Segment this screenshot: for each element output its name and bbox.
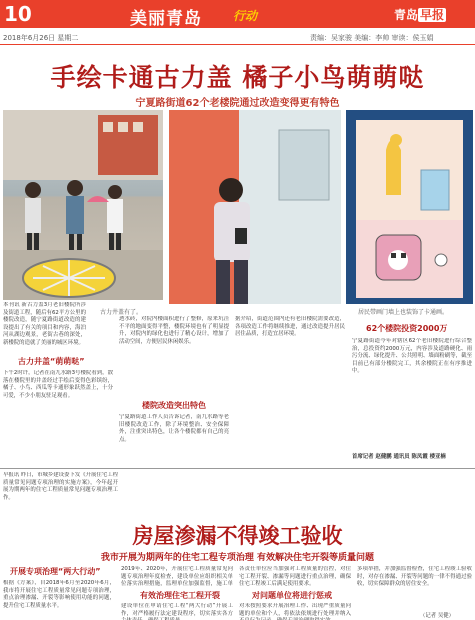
top-col3-text: 据介绍，街道范围内还有老旧楼院需要改造，各项改造工作将继续推进，通过改造提升居民居住品质，打造宜居环境。: [235, 316, 345, 338]
paper-name-highlight: 早报: [420, 8, 445, 22]
dateline: 2018年6月26日 星期二: [3, 34, 79, 42]
bottom-section-c-heading: 开展专项治理“两大行动”: [10, 567, 101, 576]
section-title: 美丽青岛: [130, 9, 202, 29]
top-subheadline: 宁夏路街道62个老楼院通过改造变得更有特色: [135, 98, 340, 109]
photo-manhole-cover: [3, 110, 163, 300]
bottom-headline: 房屋渗漏不得竣工验收: [132, 524, 343, 548]
top-col2-text: 透水砖，对院内楼面积进行了整修，原来坑洼不平的地面变得平整，楼院环境也有了明显提升，对院内的绿化也进行了精心设计，增加了活动空间，方便居民休闲娱乐。: [119, 316, 229, 345]
top-section-a-heading: 古力井盖“萌萌哒”: [18, 357, 85, 366]
bottom-section-d-heading: 有效治理住宅工程开裂: [140, 591, 220, 600]
sidebar-text: 宁夏路街道今年对辖区62个老旧楼院进行综合整治，总投资约2000万元，内容涉及道路硬化、雨污分流、绿化提升、公共照明、墙面粉刷等，截至目前已有部分楼院完工，其余楼院正在有序推进中。: [352, 338, 472, 375]
bottom-section-d-text: 建设单位在申请住宅工程“两大行动”开展工作，对严格履行法定建设程序，切实落实各方: [121, 603, 233, 617]
photo-painted-door-image: [346, 110, 473, 304]
sidebar-heading: 62个楼院投资2000万: [366, 324, 448, 333]
bottom-article-intro: 早报讯 昨日，市城乡建设委下发《开展住宅工程质量常见问题专项治理的实施方案》，今年起开展为期两年的住宅工程质量常见问题专项治理工作。: [3, 472, 118, 501]
top-article-intro: 本刊讯 新古力盖3月老旧楼院所涉及街道工程，随后有62平方公里的楼院改造，随宁夏路街道改造的建设提出了有关的项目和内容，海泊河从湖边观景，老街古巷的深处，新楼院的造就了美丽的城区环境。: [3, 302, 86, 346]
top-section-a-text: 下午2时许，记者在南九水路3号楼院看到，散落在楼院里的井盖经过手绘后变得色彩缤纷，橘子、小鸟、西瓜等卡通形象跃然盖上，十分可爱，不少小朋友驻足观看。: [3, 370, 113, 399]
section-subtitle: 行动: [233, 9, 258, 23]
photo-manhole-cover-image: [3, 110, 163, 300]
top-headline: 手绘卡通古力盖 橘子小鸟萌萌哒: [50, 63, 425, 92]
bottom-byline: （记者 吴健）: [420, 613, 455, 619]
photo-caption-left: 古力井盖有了。: [100, 309, 143, 316]
top-section-b-text: 宁夏路街道工作人员告诉记者，南九水路等老旧楼院改造工作，除了环境整治、安全保障外，注重突出特色，让各个楼院都有自己的亮点。: [119, 414, 229, 443]
photo-caption-right: 居民带画门墙上也装饰了卡通画。: [358, 309, 449, 316]
bottom-section-e-text: 对未按照要求开展治理工作、出现严重质量问题的单位和个人，将依法依规进行处理并纳入: [239, 603, 351, 617]
bottom-section-e-heading: 对问题单位将进行惩戒: [252, 591, 332, 600]
paper-name-prefix: 青岛: [394, 8, 419, 22]
photo-resident: [169, 110, 341, 304]
photo-painted-door: [346, 110, 473, 304]
bottom-subheadline: 我市开展为期两年的住宅工程专项治理 有效解决住宅开裂等质量问题: [100, 553, 375, 563]
bottom-col4-text: 多项举措，并加强监督检查，住宅工程竣工验收时，对存在渗漏、开裂等问题的一律不得通过验收，切实保障群众的居住安全。: [357, 566, 472, 588]
sidebar-byline: 首席记者 赵健鹏 通讯员 陈凤霞 楼亚楠: [352, 454, 446, 460]
editors-line: 责编：吴家骏 美编：李帅 审读：侯玉娟: [310, 34, 434, 42]
article-divider: [0, 468, 475, 469]
bottom-col2-text: 2019年、2020年，开展住宅工程质量常见问题专项治理年度检查，建设单位应组织相关单位落实治理措施，监理单位加强监督，施工单: [121, 566, 233, 588]
paper-logo: [394, 6, 446, 23]
page-number: 10: [4, 2, 32, 26]
header-divider: [0, 44, 475, 45]
bottom-col3-text: 各责任单位应当加强对工程质量的管控，对住宅工程开裂、渗漏等问题进行重点治理，确保住宅工程竣工后满足使用要求。: [239, 566, 351, 588]
photo-resident-image: [169, 110, 341, 304]
top-section-b-heading: 楼院改造突出特色: [142, 401, 206, 410]
bottom-section-c-text: 根据《方案》，自2018年6月至2020年6月，我市将开展住宅工程质量常见问题专项治理，重点治理渗漏、开裂等影响使用功能的问题，提升住宅工程质量水平。: [3, 580, 115, 609]
